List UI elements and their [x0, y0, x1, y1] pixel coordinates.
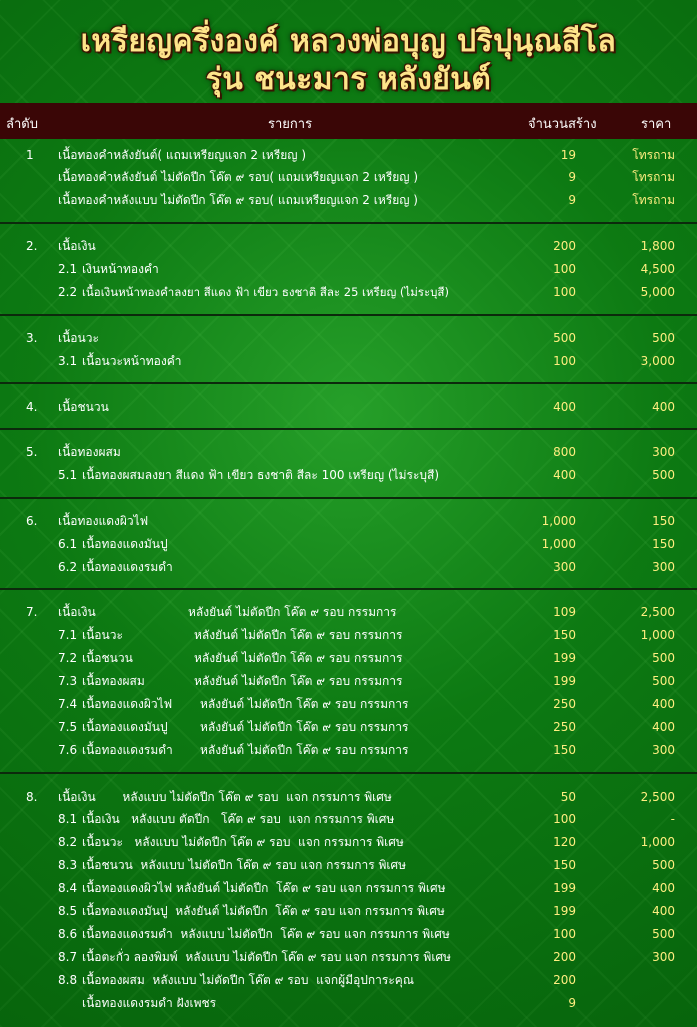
- row-tag: หลังยันต์ ไม่ตัดปีก โค๊ต ๙ รอบ กรรมการ: [200, 720, 409, 734]
- row-price: 500: [652, 674, 675, 688]
- table-row: [0, 533, 697, 555]
- row-price: 2,500: [640, 605, 675, 619]
- row-price: -: [670, 812, 675, 826]
- row-desc: เนื้อเงิน หลังแบบ ไม่ตัดปีก โค๊ต ๙ รอบ แจก กรรมการ พิเศษ: [58, 790, 392, 804]
- row-qty: 150: [553, 743, 576, 757]
- table-row: [0, 258, 697, 280]
- row-qty: 109: [553, 605, 576, 619]
- table-row: [0, 946, 697, 968]
- row-qty: 100: [553, 354, 576, 368]
- row-price: 300: [652, 445, 675, 459]
- row-desc: เนื้อทองแดงมันปู: [82, 537, 168, 551]
- table-row: [0, 396, 697, 418]
- table-row: [0, 670, 697, 692]
- row-qty: 9: [568, 170, 576, 184]
- row-sub: 2.1: [58, 262, 78, 276]
- row-sub: 8.4: [58, 881, 78, 895]
- table-row: [0, 877, 697, 899]
- row-desc: เนื้อนวะ: [58, 331, 99, 345]
- row-desc: เนื้อทองแดงรมดำ: [82, 560, 173, 574]
- row-desc: เนื้อทองผสม: [82, 674, 145, 688]
- row-qty: 199: [553, 904, 576, 918]
- row-qty: 199: [553, 651, 576, 665]
- row-price: โทรถาม: [632, 170, 675, 184]
- row-price: 400: [652, 904, 675, 918]
- row-qty: 200: [553, 973, 576, 987]
- row-qty: 120: [553, 835, 576, 849]
- row-qty: 400: [553, 400, 576, 414]
- row-desc: เนื้อทองแดงผิวไฟ หลังยันต์ ไม่ตัดปีก โค๊ต ๙ รอบ แจก กรรมการ พิเศษ: [82, 881, 446, 895]
- row-sub: 2.2: [58, 285, 78, 299]
- row-desc: เนื้อชนวน หลังแบบ ไม่ตัดปีก โค๊ต ๙ รอบ แจก กรรมการ พิเศษ: [82, 858, 407, 872]
- separator: [0, 314, 697, 316]
- table-row: [0, 739, 697, 761]
- row-price: 400: [652, 697, 675, 711]
- row-desc: เนื้อนวะ หลังแบบ ไม่ตัดปีก โค๊ต ๙ รอบ แจก กรรมการ พิเศษ: [82, 835, 404, 849]
- table-row: [0, 831, 697, 853]
- row-qty: 9: [568, 996, 576, 1010]
- row-desc: เนื้อเงิน: [58, 239, 96, 253]
- row-price: 400: [652, 400, 675, 414]
- table-row: [0, 969, 697, 991]
- row-price: 3,000: [640, 354, 675, 368]
- row-price: 5,000: [640, 285, 675, 299]
- table-row: [0, 556, 697, 578]
- row-no: 5.: [26, 445, 38, 459]
- row-no: 1: [26, 148, 34, 162]
- row-desc: เนื้อนวะหน้าทองคำ: [82, 354, 182, 368]
- table-row: [0, 716, 697, 738]
- row-sub: 7.6: [58, 743, 78, 757]
- row-desc: เนื้อทองแดงรมดำ: [82, 743, 173, 757]
- row-desc: เนื้อทองคำหลังยันต์( แถมเหรียญแจก 2 เหรียญ ): [58, 148, 307, 162]
- row-desc: เนื้อตะกั่ว ลองพิมพ์ หลังแบบ ไม่ตัดปีก โค๊ต ๙ รอบ แจก กรรมการ พิเศษ: [82, 950, 451, 964]
- table-row: [0, 144, 697, 166]
- row-desc: เนื้อเงิน หลังแบบ ตัดปีก โค๊ต ๙ รอบ แจก กรรมการ พิเศษ: [82, 812, 395, 826]
- row-no: 2.: [26, 239, 38, 253]
- row-sub: 8.7: [58, 950, 78, 964]
- row-tag: หลังยันต์ ไม่ตัดปีก โค๊ต ๙ รอบ กรรมการ: [188, 605, 397, 619]
- row-qty: 1,000: [541, 514, 576, 528]
- row-desc: เงินหน้าทองคำ: [82, 262, 159, 276]
- row-sub: 3.1: [58, 354, 78, 368]
- row-price: 400: [652, 881, 675, 895]
- row-desc: เนื้อเงิน: [58, 605, 96, 619]
- row-desc: เนื้อนวะ: [82, 628, 123, 642]
- row-price: 1,000: [640, 628, 675, 642]
- table-row: [0, 510, 697, 532]
- row-desc: เนื้อทองคำหลังแบบ ไม่ตัดปีก โค๊ต ๙ รอบ( แถมเหรียญแจก 2 เหรียญ ): [58, 193, 418, 207]
- row-desc: เนื้อชนวน: [82, 651, 133, 665]
- table-row: [0, 808, 697, 830]
- row-tag: หลังยันต์ ไม่ตัดปีก โค๊ต ๙ รอบ กรรมการ: [194, 651, 403, 665]
- row-price: 150: [652, 514, 675, 528]
- row-sub: 8.8: [58, 973, 78, 987]
- table-row: [0, 166, 697, 188]
- row-price: โทรถาม: [632, 193, 675, 207]
- row-price: 300: [652, 743, 675, 757]
- table-row: [0, 786, 697, 808]
- row-qty: 9: [568, 193, 576, 207]
- row-qty: 199: [553, 674, 576, 688]
- separator: [0, 588, 697, 590]
- row-sub: 8.2: [58, 835, 78, 849]
- row-qty: 100: [553, 812, 576, 826]
- row-no: 8.: [26, 790, 38, 804]
- row-price: 150: [652, 537, 675, 551]
- row-qty: 100: [553, 285, 576, 299]
- row-qty: 200: [553, 239, 576, 253]
- row-desc: เนื้อทองแดงผิวไฟ: [82, 697, 173, 711]
- row-price: 2,500: [640, 790, 675, 804]
- row-desc: เนื้อชนวน: [58, 400, 109, 414]
- separator: [0, 772, 697, 774]
- row-sub: 8.6: [58, 927, 78, 941]
- row-price: 400: [652, 720, 675, 734]
- row-qty: 250: [553, 720, 576, 734]
- row-qty: 199: [553, 881, 576, 895]
- separator: [0, 428, 697, 430]
- row-desc: เนื้อทองแดงมันปู หลังยันต์ ไม่ตัดปีก โค๊ต ๙ รอบ แจก กรรมการ พิเศษ: [82, 904, 445, 918]
- row-sub: 8.3: [58, 858, 78, 872]
- row-desc: เนื้อทองผสม หลังแบบ ไม่ตัดปีก โค๊ต ๙ รอบ แจกผู้มีอุปการะคุณ: [82, 973, 414, 987]
- header-price: ราคา: [641, 117, 672, 132]
- row-desc: เนื้อทองแดงรมดำ หลังแบบ ไม่ตัดปีก โค๊ต ๙ รอบ แจก กรรมการ พิเศษ: [82, 927, 450, 941]
- row-qty: 150: [553, 628, 576, 642]
- row-desc: เนื้อเงินหน้าทองคำลงยา สีแดง ฟ้า เขียว ธงชาติ สีละ 25 เหรียญ (ไม่ระบุสี): [82, 285, 449, 299]
- row-desc: เนื้อทองคำหลังยันต์ ไม่ตัดปีก โค๊ต ๙ รอบ( แถมเหรียญแจก 2 เหรียญ ): [58, 170, 419, 184]
- separator: [0, 222, 697, 224]
- row-sub: 6.1: [58, 537, 78, 551]
- row-tag: หลังยันต์ ไม่ตัดปีก โค๊ต ๙ รอบ กรรมการ: [200, 697, 409, 711]
- table-row: [0, 464, 697, 486]
- row-sub: 6.2: [58, 560, 78, 574]
- table-row: [0, 441, 697, 463]
- table-row: [0, 693, 697, 715]
- row-no: 6.: [26, 514, 38, 528]
- table-row: [0, 923, 697, 945]
- row-qty: 300: [553, 560, 576, 574]
- row-no: 7.: [26, 605, 38, 619]
- row-qty: 100: [553, 927, 576, 941]
- row-sub: 5.1: [58, 468, 78, 482]
- separator: [0, 497, 697, 499]
- header-no: ลำดับ: [6, 117, 38, 132]
- table-row: [0, 281, 697, 303]
- row-no: 3.: [26, 331, 38, 345]
- row-price: 4,500: [640, 262, 675, 276]
- table-row: [0, 327, 697, 349]
- row-desc: เนื้อทองแดงรมดำ ฝังเพชร: [82, 996, 217, 1010]
- table-row: [0, 900, 697, 922]
- row-price: 300: [652, 560, 675, 574]
- row-price: 500: [652, 651, 675, 665]
- row-qty: 19: [560, 148, 576, 162]
- row-price: โทรถาม: [632, 148, 675, 162]
- row-desc: เนื้อทองแดงผิวไฟ: [58, 514, 149, 528]
- table-header: [0, 103, 697, 139]
- row-sub: 7.3: [58, 674, 78, 688]
- row-qty: 1,000: [541, 537, 576, 551]
- table-row: [0, 189, 697, 211]
- row-price: 1,000: [640, 835, 675, 849]
- row-qty: 250: [553, 697, 576, 711]
- row-price: 500: [652, 468, 675, 482]
- row-sub: 8.5: [58, 904, 78, 918]
- row-tag: หลังยันต์ ไม่ตัดปีก โค๊ต ๙ รอบ กรรมการ: [200, 743, 409, 757]
- table-row: [0, 235, 697, 257]
- separator: [0, 382, 697, 384]
- row-desc: เนื้อทองแดงมันปู: [82, 720, 168, 734]
- title-line-2: รุ่น ชนะมาร หลังยันต์: [205, 62, 492, 97]
- table-row: [0, 624, 697, 646]
- row-tag: หลังยันต์ ไม่ตัดปีก โค๊ต ๙ รอบ กรรมการ: [194, 628, 403, 642]
- row-qty: 50: [560, 790, 576, 804]
- row-sub: 7.5: [58, 720, 78, 734]
- row-sub: 7.2: [58, 651, 78, 665]
- row-qty: 200: [553, 950, 576, 964]
- row-qty: 800: [553, 445, 576, 459]
- row-tag: หลังยันต์ ไม่ตัดปีก โค๊ต ๙ รอบ กรรมการ: [194, 674, 403, 688]
- row-desc: เนื้อทองผสมลงยา สีแดง ฟ้า เขียว ธงชาติ สีละ 100 เหรียญ (ไม่ระบุสี): [82, 468, 440, 482]
- row-sub: 8.1: [58, 812, 78, 826]
- table-row: [0, 601, 697, 623]
- row-price: 500: [652, 331, 675, 345]
- row-no: 4.: [26, 400, 38, 414]
- table-row: [0, 854, 697, 876]
- row-price: 500: [652, 858, 675, 872]
- table-row: [0, 350, 697, 372]
- table-row: [0, 992, 697, 1014]
- row-desc: เนื้อทองผสม: [58, 445, 121, 459]
- header-item: รายการ: [268, 117, 313, 132]
- table-row: [0, 647, 697, 669]
- header-qty: จำนวนสร้าง: [528, 117, 597, 132]
- title-line-1: เหรียญครึ่งองค์ หลวงพ่อบุญ ปริปุนฺณสีโล: [80, 24, 617, 59]
- row-price: 300: [652, 950, 675, 964]
- row-qty: 150: [553, 858, 576, 872]
- row-price: 500: [652, 927, 675, 941]
- row-price: 1,800: [640, 239, 675, 253]
- row-sub: 7.1: [58, 628, 78, 642]
- row-qty: 500: [553, 331, 576, 345]
- row-qty: 400: [553, 468, 576, 482]
- row-qty: 100: [553, 262, 576, 276]
- row-sub: 7.4: [58, 697, 78, 711]
